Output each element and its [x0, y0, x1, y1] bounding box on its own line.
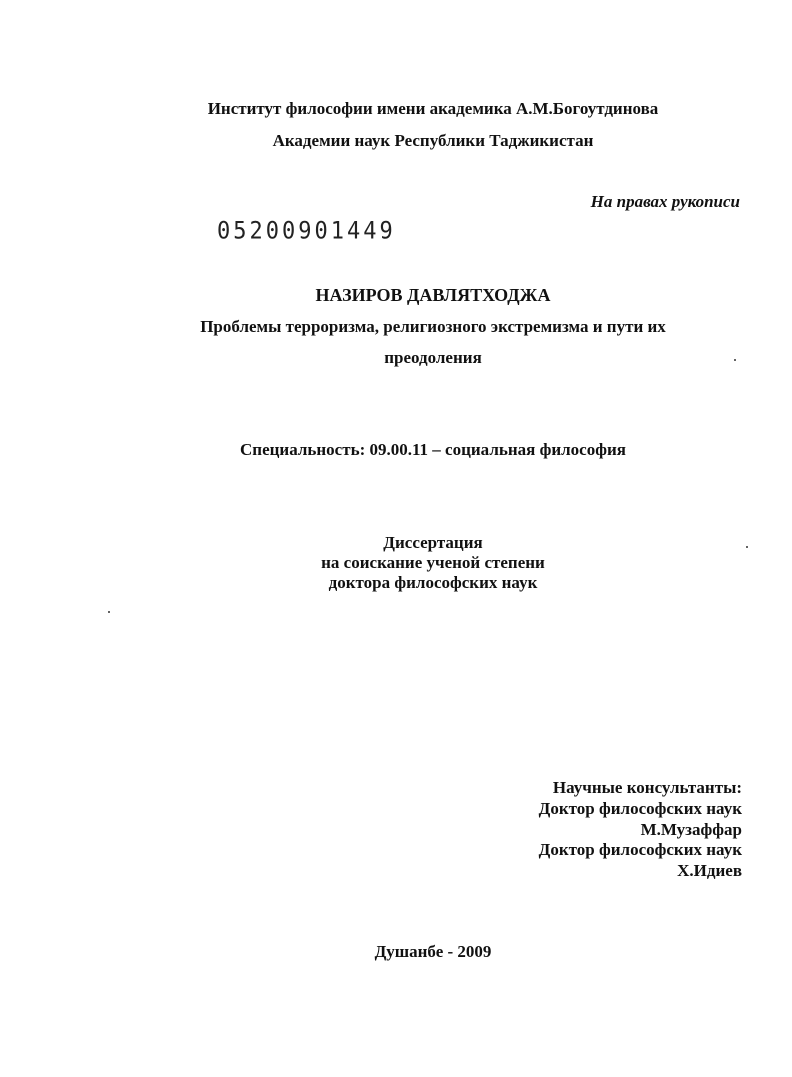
- dissertation-degree-line1: на соискание ученой степени: [321, 553, 545, 572]
- scan-speck: [108, 611, 110, 613]
- consultant2-degree: Доктор философских наук: [538, 840, 742, 859]
- scan-speck: [746, 546, 748, 548]
- consultant2-name: Х.Идиев: [677, 861, 742, 880]
- manuscript-note: На правах рукописи: [590, 192, 740, 211]
- author-name: НАЗИРОВ ДАВЛЯТХОДЖА: [315, 285, 551, 305]
- institute-name-line2: Академии наук Республики Таджикистан: [272, 131, 594, 150]
- consultant1-degree: Доктор философских наук: [538, 799, 742, 818]
- consultant1-name: М.Музаффар: [640, 820, 742, 839]
- dissertation-title-line2: преодоления: [384, 348, 482, 367]
- specialty: Специальность: 09.00.11 – социальная философия: [240, 440, 626, 459]
- institute-name-line1: Институт философии имени академика А.М.Богоутдинова: [207, 99, 659, 118]
- city-year: Душанбе - 2009: [374, 942, 492, 961]
- catalog-number: 05200901449: [217, 217, 396, 246]
- dissertation-type: Диссертация: [383, 533, 483, 552]
- scan-speck: [734, 359, 736, 361]
- dissertation-degree-line2: доктора философских наук: [328, 573, 538, 592]
- consultants-heading: Научные консультанты:: [552, 778, 742, 797]
- dissertation-title-line1: Проблемы терроризма, религиозного экстремизма и пути их: [200, 317, 666, 336]
